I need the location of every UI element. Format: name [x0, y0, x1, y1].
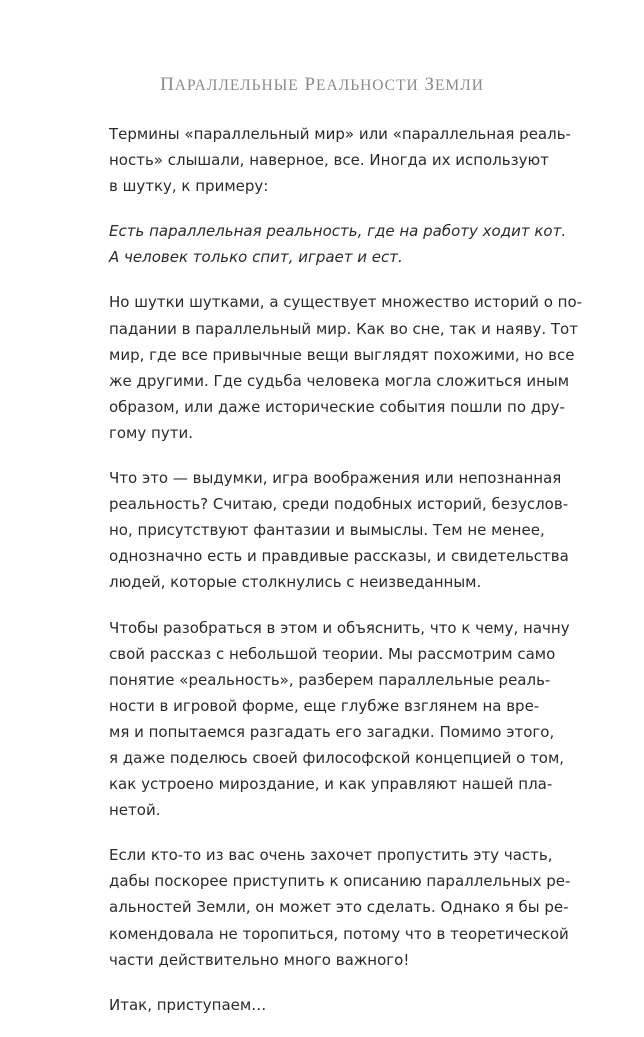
text-line: Есть параллельная реальность, где на работу ходит кот. [109, 222, 567, 241]
text-line: Но шутки шутками, а существует множество историй о по- [109, 293, 583, 312]
text-line: Итак, приступаем… [109, 995, 267, 1014]
text-line: реальность? Считаю, среди подобных историй, безуслов- [109, 495, 569, 514]
text-line: Чтобы разобраться в этом и объяснить, что к чему, начну [109, 618, 570, 637]
text-line: свой рассказ с небольшой теории. Мы рассмотрим само [109, 644, 556, 663]
text-line: я даже поделюсь своей философской концепцией о том, [109, 748, 565, 767]
paragraph [109, 121, 571, 199]
text-line: части действительно много важного! [109, 950, 410, 969]
text-line: мя и попытаемся разгадать его загадки. Помимо этого, [109, 722, 555, 741]
paragraph [109, 615, 570, 824]
text-line: Термины «параллельный мир» или «параллельная реаль- [109, 125, 571, 143]
text-line: понятие «реальность», разберем параллельные реаль- [109, 670, 551, 689]
text-line: дабы поскорее приступить к описанию параллельных ре- [109, 872, 571, 891]
text-line: А человек только спит, играет и ест. [109, 248, 403, 267]
paragraph [109, 289, 583, 446]
text-line: гому пути. [109, 423, 193, 442]
paragraph [109, 992, 533, 1018]
text-line: мир, где все привычные вещи выглядят похожими, но все [109, 345, 575, 364]
text-line: как устроено мироздание, и как управляют нашей пла- [109, 775, 553, 794]
text-line: Если кто-то из вас очень захочет пропустить эту часть, [109, 846, 553, 865]
running-title: ПАРАЛЛЕЛЬНЫЕ РЕАЛЬНОСТИ ЗЕМЛИ [160, 74, 484, 95]
text-line: же другими. Где судьба человека могла сложиться иным [109, 371, 570, 390]
text-line: Что это — выдумки, игра воображения или непознанная [109, 469, 562, 488]
running-head [0, 73, 644, 98]
body-text [109, 121, 583, 1037]
text-line: комендовала не торопиться, потому что в теоретической [109, 924, 569, 943]
text-line: образом, или даже исторические события пошли по дру- [109, 397, 565, 416]
text-line: однозначно есть и правдивые рассказы, и свидетельства [109, 547, 569, 566]
text-line: людей, которые столкнулись с неизведанным. [109, 573, 482, 592]
text-line: падании в параллельный мир. Как во сне, так и наяву. Тот [109, 319, 578, 338]
paragraph [109, 465, 569, 595]
text-line: ности в игровой форме, еще глубже взглянем на вре- [109, 696, 540, 715]
text-line: альностей Земли, он может это сделать. Однако я бы ре- [109, 898, 569, 917]
text-line: но, присутствуют фантазии и вымыслы. Тем не менее, [109, 521, 545, 540]
text-line: ность» слышали, наверное, все. Иногда их используют [109, 151, 549, 170]
paragraph [109, 842, 571, 972]
quote-paragraph [109, 218, 567, 270]
text-line: нетой. [109, 801, 161, 820]
text-line: в шутку, к примеру: [109, 177, 269, 196]
